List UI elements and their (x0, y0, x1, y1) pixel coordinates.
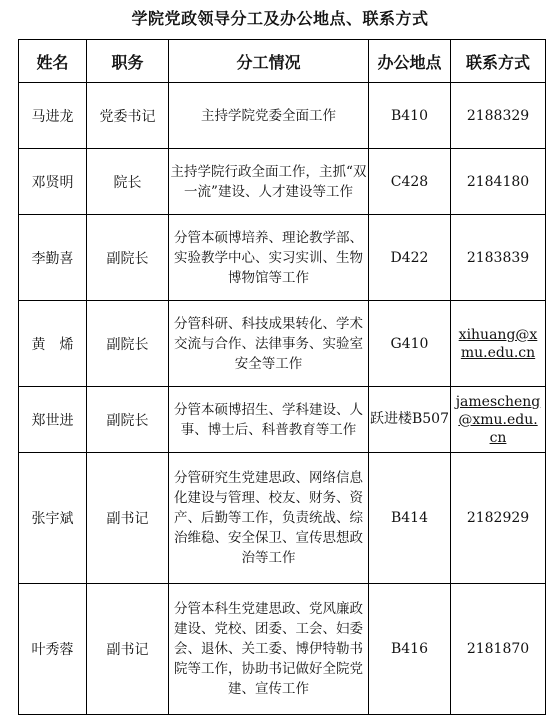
row-office: 跃进楼B507 (369, 387, 451, 453)
table-row (19, 584, 546, 715)
row-role: 副书记 (87, 453, 169, 584)
row-role: 副院长 (87, 387, 169, 453)
row-contact: 2184180 (451, 149, 546, 215)
row-contact: 2183839 (451, 215, 546, 301)
row-role: 副院长 (87, 215, 169, 301)
header-contact: 联系方式 (451, 40, 546, 83)
row-contact-email-link[interactable]: xihuang@xmu.edu.cn (451, 301, 546, 387)
header-name: 姓名 (19, 40, 87, 83)
row-role: 副院长 (87, 301, 169, 387)
row-office: D422 (369, 215, 451, 301)
row-duty: 分管本硕博培养、理论教学部、实验教学中心、实习实训、生物博物馆等工作 (169, 215, 369, 301)
row-office: G410 (369, 301, 451, 387)
leadership-table (18, 39, 546, 715)
row-contact: 2188329 (451, 83, 546, 149)
row-role: 副书记 (87, 584, 169, 715)
table-row (19, 387, 546, 453)
table-row (19, 301, 546, 387)
row-office: C428 (369, 149, 451, 215)
row-duty: 分管本科生党建思政、党风廉政建设、党校、团委、工会、妇委会、退休、关工委、博伊特勒书院等工作，协助书记做好全院党建、宣传工作 (169, 584, 369, 715)
row-name: 李勤喜 (19, 215, 87, 301)
row-contact: 2181870 (451, 584, 546, 715)
row-office: B410 (369, 83, 451, 149)
row-role: 党委书记 (87, 83, 169, 149)
row-office: B414 (369, 453, 451, 584)
row-name: 黄 烯 (19, 301, 87, 387)
table-row (19, 149, 546, 215)
row-duty: 主持学院党委全面工作 (169, 83, 369, 149)
row-name: 郑世进 (19, 387, 87, 453)
row-name: 马进龙 (19, 83, 87, 149)
row-name: 邓贤明 (19, 149, 87, 215)
row-contact: 2182929 (451, 453, 546, 584)
row-duty: 主持学院行政全面工作，主抓“双一流”建设、人才建设等工作 (169, 149, 369, 215)
row-contact-email-link[interactable]: jamescheng@xmu.edu.cn (451, 387, 546, 453)
row-role: 院长 (87, 149, 169, 215)
row-duty: 分管科研、科技成果转化、学术交流与合作、法律事务、实验室安全等工作 (169, 301, 369, 387)
header-role: 职务 (87, 40, 169, 83)
table-row (19, 215, 546, 301)
row-name: 张宇斌 (19, 453, 87, 584)
row-duty: 分管研究生党建思政、网络信息化建设与管理、校友、财务、资产、后勤等工作，负责统战、综治维稳、安全保卫、宣传思想政治等工作 (169, 453, 369, 584)
row-office: B416 (369, 584, 451, 715)
table-header-row (19, 40, 546, 83)
header-duty: 分工情况 (169, 40, 369, 83)
row-name: 叶秀蓉 (19, 584, 87, 715)
table-row (19, 453, 546, 584)
header-office: 办公地点 (369, 40, 451, 83)
document-title: 学院党政领导分工及办公地点、联系方式 (131, 9, 429, 28)
row-duty: 分管本硕博招生、学科建设、人事、博士后、科普教育等工作 (169, 387, 369, 453)
table-row (19, 83, 546, 149)
